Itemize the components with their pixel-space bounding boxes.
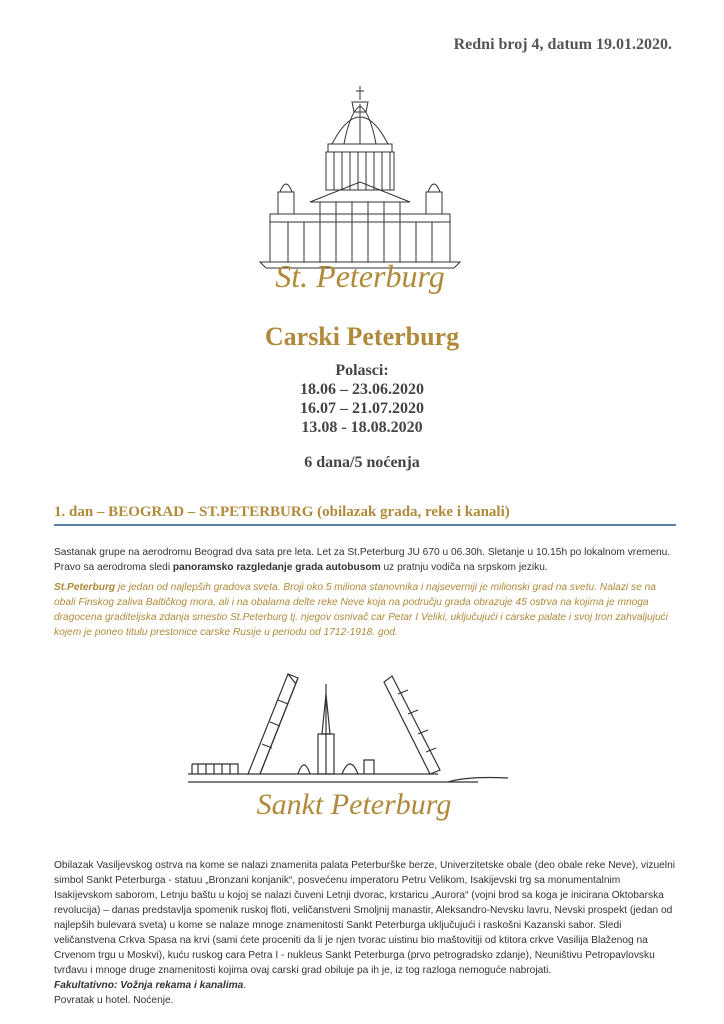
day-heading: 1. dan – BEOGRAD – ST.PETERBURG (obilazak grada, reke i kanali) (54, 504, 510, 520)
departure-date: 16.07 – 21.07.2020 (300, 400, 424, 417)
paragraph-meeting: Sastanak grupe na aerodromu Beograd dva sata pre leta. Let za St.Peterburg JU 670 u 06.30h. Sletanje u 10.15h po lokalnom vremenu. Pravo sa aerodroma sledi panoramsko razgledanje grada autobusom uz pratnju vodiča na srpskom jeziku. (54, 547, 671, 573)
drawbridge-illustration (178, 664, 526, 834)
paragraph-sightseeing: Obilazak Vasiljevskog ostrva na kome se nalazi znamenita palata Peterburške berze, Univerzitetske obale (deo obale reke Neve), vizuelni simbol Sankt Peterburga - statuu „Bronzani konjanik“, posvećenu imperatoru Petru Velikom, Isakijevski trg sa monumentalnim Isakijevskom saborom, Letnju baštu u kojoj se nalazi čuveni Letnji dvorac, krstaricu „Aurora“ (vojni brod sa koga je inicirana Oktobarska revolucija) – danas predstavlja spomenik ruskoj floti, veličanstveni Smoljnij manastir, Aleksandro-Nevsku lavru, Nevski prospekt (jedan od najlepših bulevara sveta) u kome se nalaze mnoge znamenitosti Sankt Peterburga uključujući i raskošni Kazanski sabor. Sledi veličanstvena Crkva Spasa na krvi (sami ćete proceniti da li je njen tvorac uistinu bio maštovitiji od ktitora crkve Vasilija Blaženog na Crvenom trgu u Moskvi), kuću ruskog cara Petra I - nukleus Sankt Peterburga (prvo petrogradsko zdanje), Neuništivu Petropavlovsku tvrđavu i mnoge druge znamenitosti kojima ovaj carski grad obiluje pa ih je, iz tog razloga nemoguće nabrojati. Fakultativno: Vožnja rekama i kanalima. Povratak u hotel. Noćenje. (54, 860, 675, 1006)
departure-date: 13.08 - 18.08.2020 (301, 419, 423, 436)
st-peterburg-script: St. Peterburg (275, 258, 445, 294)
edition-date: Redni broj 4, datum 19.01.2020. (453, 36, 672, 53)
heading-divider (54, 524, 676, 526)
paragraph-city-intro: St.Peterburg je jedan od najlepših gradova sveta. Broji oko 5 miliona stanovnika i najseverniji je milionski grad na svetu. Nalazi se na obali Finskog zaliva Baltičkog mora, ali i na obalama delte reke Neve koja na području grada obrazuje 45 ostrva na kojima je mnoga dragocena graditeljska zdanja smestio St.Peterburg tj. njegov osnivač car Petar I Veliki, uključujući i carske palate i svoj tron zahvaljujući kojem je poneo titulu prestonice carske Rusije u periodu od 1712-1918. god. (54, 582, 669, 638)
sankt-peterburg-script: Sankt Peterburg (256, 788, 452, 821)
return-note: Povratak u hotel. Noćenje. (54, 995, 174, 1006)
tour-title: Carski Peterburg (264, 322, 460, 351)
cathedral-illustration (240, 82, 480, 300)
departure-date: 18.06 – 23.06.2020 (300, 381, 424, 398)
optional-excursion: Fakultativno: Vožnja rekama i kanalima (54, 980, 244, 991)
tour-duration: 6 dana/5 noćenja (304, 454, 420, 471)
departures-label: Polasci: (335, 362, 389, 379)
